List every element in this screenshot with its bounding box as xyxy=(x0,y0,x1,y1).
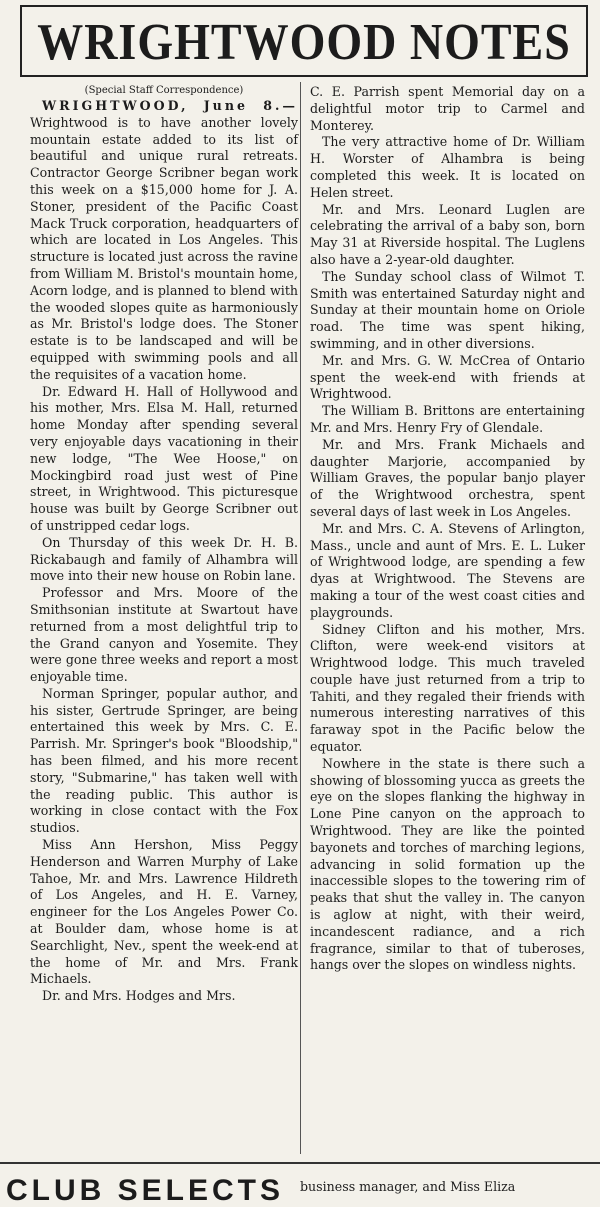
byline: (Special Staff Correspondence) xyxy=(84,85,244,96)
paragraph: Professor and Mrs. Moore of the Smithsonian institute at Swartout have returned from a most delightful trip to the Grand canyon and Yosemite. They were gone three weeks and report a most enjoyable time. xyxy=(30,585,298,685)
next-article-text: business manager, and Miss Eliza xyxy=(300,1179,516,1194)
paragraph-continued: C. E. Parrish spent Memorial day on a delightful motor trip to Carmel and Monterey. xyxy=(310,84,585,133)
paragraph: Mr. and Mrs. G. W. McCrea of Ontario spent the week-end with friends at Wrightwood. xyxy=(310,352,585,402)
paragraph: Norman Springer, popular author, and his sister, Gertrude Springer, are being entertained this week by Mrs. C. E. Parrish. Mr. Springer's book "Bloodship," has been filmed, and his more recent story, "Submarine," has taken well with the reading public. This author is working in close contact with the Fox studios. xyxy=(30,685,298,836)
dateline: WRIGHTWOOD, June 8.— xyxy=(42,98,298,113)
right-column xyxy=(310,84,585,974)
column-rule xyxy=(300,82,301,1154)
paragraph: On Thursday of this week Dr. H. B. Rickabaugh and family of Alhambra will move into their new house on Robin lane. xyxy=(30,534,298,584)
headline: WRIGHTWOOD NOTES xyxy=(37,12,571,70)
paragraph: Miss Ann Hershon, Miss Peggy Henderson and Warren Murphy of Lake Tahoe, Mr. and Mrs. Lawrence Hildreth of Los Angeles, and H. E. Varney, engineer for the Los Angeles Power Co. at Boulder dam, whose home is at Searchlight, Nev., spent the week-end at the home of Mr. and Mrs. Frank Michaels. xyxy=(30,837,298,987)
left-column xyxy=(30,84,298,1005)
headline-box xyxy=(20,5,588,77)
paragraph: Mr. and Mrs. Leonard Luglen are celebrating the arrival of a baby son, born May 31 at Riverside hospital. The Luglens also have a 2-year-old daughter. xyxy=(310,201,585,267)
paragraph: Mr. and Mrs. Frank Michaels and daughter Marjorie, accompanied by William Graves, the popular banjo player of the Wrightwood orchestra, spent several days of last week in Los Angeles. xyxy=(310,436,585,519)
paragraph: The very attractive home of Dr. William H. Worster of Alhambra is being completed this week. It is located on Helen street. xyxy=(310,134,585,200)
paragraph: The Sunday school class of Wilmot T. Smith was entertained Saturday night and Sunday at their mountain home on Oriole road. The time was spent hiking, swimming, and in other diversions. xyxy=(310,268,585,351)
paragraph: The William B. Brittons are entertaining Mr. and Mrs. Henry Fry of Glendale. xyxy=(310,403,585,435)
lead-paragraph xyxy=(30,98,298,384)
paragraph: Dr. and Mrs. Hodges and Mrs. xyxy=(42,988,236,1004)
paragraph: Sidney Clifton and his mother, Mrs. Clifton, were week-end visitors at Wrightwood lodge. This much traveled couple have just returned from a trip to Tahiti, and they regaled their friends with numerous interesting narratives of this faraway spot in the Pacific below the equator. xyxy=(310,621,585,755)
next-article-headline: CLUB SELECTS xyxy=(6,1174,285,1207)
paragraph-text: Wrightwood is to have another lovely mountain estate added to its list of beautiful and unique rural retreats. Contractor George Scribner began work this week on a $15,000 home for J. A. Stoner, president of the Pacific Coast Mack Truck corporation, headquarters of which are located in Los Angeles. This structure is located just across the ravine from William M. Bristol's mountain home, Acorn lodge, and is planned to blend with the wooded slopes quite as harmoniously as Mr. Bristol's lodge does. The Stoner estate is to be landscaped and will be equipped with swimming pools and all the requisites of a vacation home. xyxy=(30,114,298,382)
paragraph: Mr. and Mrs. C. A. Stevens of Arlington, Mass., uncle and aunt of Mrs. E. L. Luker of Wrightwood lodge, are spending a few dyas at Wrightwood. The Stevens are making a tour of the west coast cities and playgrounds. xyxy=(310,520,585,620)
paragraph: Nowhere in the state is there such a showing of blossoming yucca as greets the eye on the slopes flanking the highway in Lone Pine canyon on the approach to Wrightwood. They are like the pointed bayonets and torches of marching legions, advancing in solid formation up the inaccessible slopes to the towering rim of peaks that shut the valley in. The canyon is aglow at night, with their weird, incandescent radiance, and a rich fragrance, similar to that of tuberoses, hangs over the slopes on windless nights. xyxy=(310,755,585,973)
bottom-rule xyxy=(0,1162,600,1164)
paragraph: Dr. Edward H. Hall of Hollywood and his mother, Mrs. Elsa M. Hall, returned home Monday after spending several very enjoyable days vacationing in their new lodge, "The Wee Hoose," on Mockingbird road just west of Pine street, in Wrightwood. This picturesque house was built by George Scribner out of unstripped cedar logs. xyxy=(30,383,298,533)
